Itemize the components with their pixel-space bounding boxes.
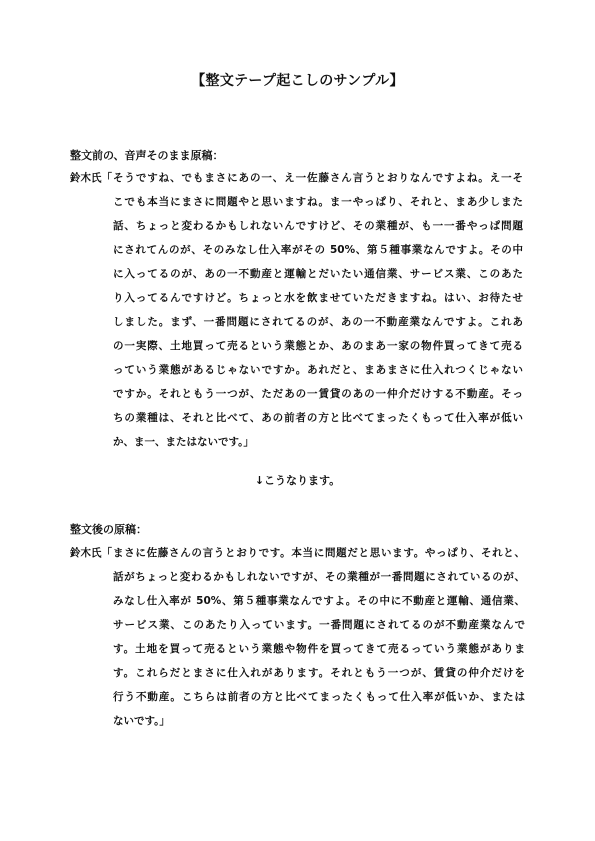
before-line: の一実際、土地買って売るという業態とか、あのまあ一家の物件買ってきて売る — [113, 340, 523, 352]
after-line: ないです。」 — [113, 715, 170, 727]
before-line: に入ってるのが、あの一不動産と運輸とだいたい通信業、サービス業、このあた — [113, 268, 523, 280]
before-line: り入ってるんですけど。ちょっと水を飲ませていただきますね。はい、お待たせ — [113, 292, 523, 304]
after-line: 行う不動産。こちらは前者の方と比べてまったくもって仕入率が低いか、または — [113, 691, 525, 703]
before-line: こでも本当にまさに問題やと思いますね。ま一やっぱり、それと、まあ少しまた — [113, 196, 523, 208]
after-line: みなし仕入率が 50%、第５種事業なんですよ。その中に不動産と運輸、通信業、 — [113, 595, 525, 607]
after-line: す。これらだとまさに仕入れがあります。それともう一つが、賃貸の仲介だけを — [113, 667, 525, 679]
before-line: か、ま一、またはないです。」 — [113, 436, 254, 448]
before-line: っていう業態があるじゃないですか。あれだと、まあまさに仕入れつくじゃない — [113, 364, 523, 376]
before-line: ですか。それともう一つが、ただあの一賃貸のあの一仲介だけする不動産。そっ — [113, 388, 523, 400]
before-line: そうですね、でもまさにあの一、え一佐藤さん言うとおりなんですよね。え一そ — [113, 172, 523, 184]
transition-arrow-text: ↓こうなります。 — [254, 474, 341, 487]
before-line: ちの業種は、それと比べて、あの前者の方と比べてまったくもって仕入率が低い — [113, 412, 523, 424]
before-speaker-label: 鈴木氏「 — [70, 172, 112, 184]
before-heading: 整文前の、音声そのまま原稿： — [70, 149, 224, 162]
after-heading: 整文後の原稿： — [70, 523, 147, 536]
after-line: サービス業、このあたり入っています。一番問題にされてるのが不動産業なんで — [113, 619, 525, 631]
after-line: す。土地を買って売るという業態や物件を買ってきて売るっていう業態がありま — [113, 643, 525, 655]
document-title: 【整文テープ起こしのサンプル】 — [191, 73, 404, 89]
after-speaker-label: 鈴木氏「 — [70, 547, 112, 559]
after-line: 話がちょっと変わるかもしれないですが、その業種が一番問題にされているのが、 — [113, 571, 525, 583]
before-line: 話、ちょっと変わるかもしれないんですけど、その業種が、も一一番やっぱ問題 — [113, 220, 523, 232]
before-line: しました。まず、一番問題にされてるのが、あの一不動産業なんですよ。これあ — [113, 316, 523, 328]
before-line: にされてんのが、そのみなし仕入率がその 50%、第５種事業なんですよ。その中 — [113, 244, 523, 256]
after-line: まさに佐藤さんの言うとおりです。本当に問題だと思います。やっぱり、それと、 — [113, 547, 525, 559]
